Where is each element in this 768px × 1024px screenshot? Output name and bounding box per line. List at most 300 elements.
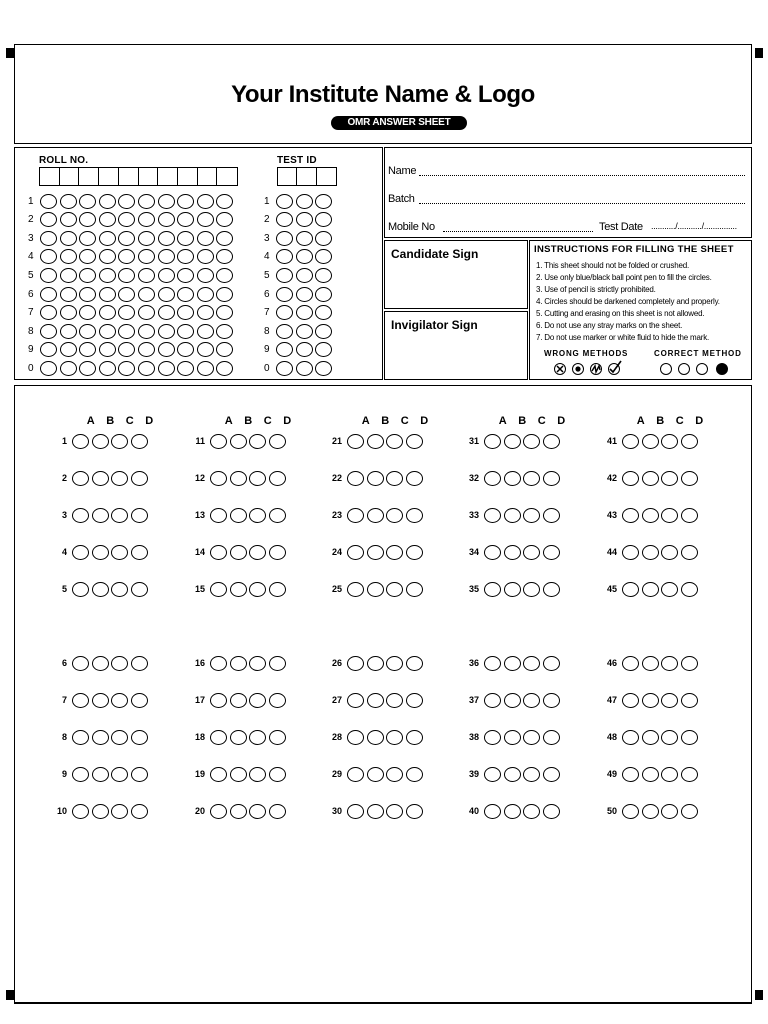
roll-no-digit-bubble[interactable] — [138, 268, 155, 283]
roll-no-digit-bubble[interactable] — [197, 305, 214, 320]
answer-bubble[interactable] — [622, 804, 639, 819]
answer-bubble[interactable] — [386, 804, 403, 819]
answer-bubble[interactable] — [681, 767, 698, 782]
roll-no-digit-bubble[interactable] — [99, 342, 116, 357]
test-id-digit-bubble[interactable] — [315, 305, 332, 320]
test-id-digit-bubble[interactable] — [276, 342, 293, 357]
name-field-line[interactable] — [419, 175, 745, 176]
answer-bubble[interactable] — [642, 767, 659, 782]
answer-bubble[interactable] — [249, 434, 266, 449]
answer-bubble[interactable] — [131, 434, 148, 449]
roll-no-digit-bubble[interactable] — [40, 361, 57, 376]
answer-bubble[interactable] — [111, 730, 128, 745]
answer-bubble[interactable] — [230, 471, 247, 486]
roll-no-digit-bubble[interactable] — [118, 361, 135, 376]
digit-write-box[interactable] — [297, 168, 316, 185]
roll-no-digit-bubble[interactable] — [79, 268, 96, 283]
answer-bubble[interactable] — [661, 730, 678, 745]
test-id-digit-bubble[interactable] — [296, 361, 313, 376]
answer-bubble[interactable] — [230, 730, 247, 745]
digit-write-box[interactable] — [178, 168, 198, 185]
roll-no-digit-bubble[interactable] — [158, 305, 175, 320]
answer-bubble[interactable] — [484, 471, 501, 486]
roll-no-digit-bubble[interactable] — [177, 342, 194, 357]
answer-bubble[interactable] — [622, 582, 639, 597]
roll-no-digit-bubble[interactable] — [138, 342, 155, 357]
test-id-digit-bubble[interactable] — [296, 194, 313, 209]
digit-write-box[interactable] — [99, 168, 119, 185]
answer-bubble[interactable] — [681, 508, 698, 523]
test-id-digit-bubble[interactable] — [315, 231, 332, 246]
answer-bubble[interactable] — [543, 767, 560, 782]
roll-no-digit-bubble[interactable] — [40, 231, 57, 246]
answer-bubble[interactable] — [367, 656, 384, 671]
roll-no-digit-bubble[interactable] — [216, 249, 233, 264]
answer-bubble[interactable] — [661, 582, 678, 597]
roll-no-digit-bubble[interactable] — [177, 194, 194, 209]
test-id-digit-bubble[interactable] — [296, 249, 313, 264]
digit-write-box[interactable] — [158, 168, 178, 185]
answer-bubble[interactable] — [642, 656, 659, 671]
test-id-digit-bubble[interactable] — [276, 287, 293, 302]
roll-no-digit-bubble[interactable] — [60, 212, 77, 227]
answer-bubble[interactable] — [504, 656, 521, 671]
answer-bubble[interactable] — [210, 434, 227, 449]
roll-no-digit-bubble[interactable] — [99, 231, 116, 246]
answer-bubble[interactable] — [661, 693, 678, 708]
answer-bubble[interactable] — [661, 545, 678, 560]
roll-no-digit-bubble[interactable] — [60, 231, 77, 246]
roll-no-digit-bubble[interactable] — [216, 194, 233, 209]
answer-bubble[interactable] — [406, 471, 423, 486]
roll-no-digit-bubble[interactable] — [216, 361, 233, 376]
answer-bubble[interactable] — [92, 434, 109, 449]
test-id-digit-bubble[interactable] — [276, 194, 293, 209]
roll-no-digit-bubble[interactable] — [216, 342, 233, 357]
roll-no-digit-bubble[interactable] — [60, 268, 77, 283]
answer-bubble[interactable] — [406, 545, 423, 560]
test-id-digit-bubble[interactable] — [276, 361, 293, 376]
test-id-digit-bubble[interactable] — [296, 268, 313, 283]
answer-bubble[interactable] — [72, 545, 89, 560]
answer-bubble[interactable] — [210, 471, 227, 486]
roll-no-digit-bubble[interactable] — [197, 361, 214, 376]
roll-no-digit-bubble[interactable] — [177, 249, 194, 264]
answer-bubble[interactable] — [523, 545, 540, 560]
candidate-sign-box[interactable] — [384, 240, 528, 309]
test-id-digit-bubble[interactable] — [296, 324, 313, 339]
answer-bubble[interactable] — [543, 508, 560, 523]
roll-no-digit-bubble[interactable] — [99, 212, 116, 227]
answer-bubble[interactable] — [249, 582, 266, 597]
digit-write-box[interactable] — [60, 168, 80, 185]
answer-bubble[interactable] — [111, 582, 128, 597]
answer-bubble[interactable] — [230, 656, 247, 671]
roll-no-digit-bubble[interactable] — [197, 342, 214, 357]
answer-bubble[interactable] — [484, 434, 501, 449]
roll-no-digit-bubble[interactable] — [158, 342, 175, 357]
answer-bubble[interactable] — [406, 508, 423, 523]
answer-bubble[interactable] — [249, 656, 266, 671]
answer-bubble[interactable] — [622, 471, 639, 486]
answer-bubble[interactable] — [111, 471, 128, 486]
roll-no-digit-bubble[interactable] — [177, 287, 194, 302]
batch-field-line[interactable] — [419, 203, 745, 204]
roll-no-digit-bubble[interactable] — [177, 361, 194, 376]
answer-bubble[interactable] — [523, 434, 540, 449]
answer-bubble[interactable] — [661, 804, 678, 819]
answer-bubble[interactable] — [523, 471, 540, 486]
roll-no-digit-bubble[interactable] — [79, 212, 96, 227]
answer-bubble[interactable] — [523, 582, 540, 597]
test-id-digit-bubble[interactable] — [315, 287, 332, 302]
roll-no-digit-bubble[interactable] — [158, 231, 175, 246]
digit-write-box[interactable] — [198, 168, 218, 185]
test-id-digit-bubble[interactable] — [276, 324, 293, 339]
roll-no-digit-bubble[interactable] — [79, 324, 96, 339]
roll-no-digit-bubble[interactable] — [118, 305, 135, 320]
answer-bubble[interactable] — [681, 730, 698, 745]
roll-no-digit-bubble[interactable] — [216, 231, 233, 246]
answer-bubble[interactable] — [367, 693, 384, 708]
answer-bubble[interactable] — [523, 693, 540, 708]
answer-bubble[interactable] — [681, 693, 698, 708]
answer-bubble[interactable] — [681, 471, 698, 486]
answer-bubble[interactable] — [681, 804, 698, 819]
answer-bubble[interactable] — [210, 582, 227, 597]
answer-bubble[interactable] — [347, 730, 364, 745]
answer-bubble[interactable] — [72, 804, 89, 819]
answer-bubble[interactable] — [543, 804, 560, 819]
roll-no-digit-bubble[interactable] — [197, 268, 214, 283]
roll-no-digit-bubble[interactable] — [60, 194, 77, 209]
answer-bubble[interactable] — [642, 804, 659, 819]
roll-no-digit-bubble[interactable] — [79, 287, 96, 302]
answer-bubble[interactable] — [230, 434, 247, 449]
answer-bubble[interactable] — [210, 730, 227, 745]
answer-bubble[interactable] — [92, 767, 109, 782]
roll-no-digit-bubble[interactable] — [60, 287, 77, 302]
answer-bubble[interactable] — [484, 545, 501, 560]
test-id-digit-bubble[interactable] — [315, 194, 332, 209]
roll-no-digit-bubble[interactable] — [60, 342, 77, 357]
answer-bubble[interactable] — [622, 545, 639, 560]
roll-no-digit-bubble[interactable] — [40, 249, 57, 264]
roll-no-digit-bubble[interactable] — [216, 305, 233, 320]
answer-bubble[interactable] — [72, 730, 89, 745]
answer-bubble[interactable] — [230, 545, 247, 560]
answer-bubble[interactable] — [111, 545, 128, 560]
answer-bubble[interactable] — [111, 693, 128, 708]
answer-bubble[interactable] — [504, 508, 521, 523]
answer-bubble[interactable] — [543, 434, 560, 449]
digit-write-box[interactable] — [119, 168, 139, 185]
mobile-field-line[interactable] — [443, 231, 593, 232]
roll-no-digit-bubble[interactable] — [197, 212, 214, 227]
answer-bubble[interactable] — [622, 656, 639, 671]
answer-bubble[interactable] — [269, 804, 286, 819]
answer-bubble[interactable] — [386, 582, 403, 597]
answer-bubble[interactable] — [543, 656, 560, 671]
answer-bubble[interactable] — [504, 804, 521, 819]
answer-bubble[interactable] — [210, 767, 227, 782]
roll-no-digit-bubble[interactable] — [118, 324, 135, 339]
roll-no-digit-bubble[interactable] — [99, 361, 116, 376]
answer-bubble[interactable] — [269, 582, 286, 597]
roll-no-digit-bubble[interactable] — [138, 305, 155, 320]
answer-bubble[interactable] — [367, 434, 384, 449]
roll-no-digit-bubble[interactable] — [118, 287, 135, 302]
answer-bubble[interactable] — [249, 508, 266, 523]
answer-bubble[interactable] — [681, 582, 698, 597]
answer-bubble[interactable] — [131, 582, 148, 597]
roll-no-digit-bubble[interactable] — [197, 249, 214, 264]
answer-bubble[interactable] — [92, 730, 109, 745]
test-id-digit-bubble[interactable] — [315, 342, 332, 357]
test-id-digit-bubble[interactable] — [296, 231, 313, 246]
answer-bubble[interactable] — [386, 508, 403, 523]
answer-bubble[interactable] — [681, 434, 698, 449]
answer-bubble[interactable] — [543, 730, 560, 745]
digit-write-box[interactable] — [139, 168, 159, 185]
answer-bubble[interactable] — [661, 508, 678, 523]
roll-no-digit-bubble[interactable] — [99, 194, 116, 209]
answer-bubble[interactable] — [347, 508, 364, 523]
answer-bubble[interactable] — [230, 804, 247, 819]
digit-write-box[interactable] — [40, 168, 60, 185]
roll-no-digit-bubble[interactable] — [118, 212, 135, 227]
answer-bubble[interactable] — [131, 767, 148, 782]
answer-bubble[interactable] — [92, 693, 109, 708]
roll-no-digit-bubble[interactable] — [197, 231, 214, 246]
answer-bubble[interactable] — [484, 804, 501, 819]
test-id-write-boxes[interactable] — [277, 167, 337, 186]
answer-bubble[interactable] — [347, 767, 364, 782]
answer-bubble[interactable] — [681, 656, 698, 671]
roll-no-digit-bubble[interactable] — [118, 268, 135, 283]
answer-bubble[interactable] — [92, 508, 109, 523]
answer-bubble[interactable] — [386, 656, 403, 671]
answer-bubble[interactable] — [269, 434, 286, 449]
answer-bubble[interactable] — [269, 656, 286, 671]
answer-bubble[interactable] — [386, 767, 403, 782]
roll-no-digit-bubble[interactable] — [138, 194, 155, 209]
answer-bubble[interactable] — [249, 730, 266, 745]
answer-bubble[interactable] — [111, 656, 128, 671]
answer-bubble[interactable] — [622, 730, 639, 745]
roll-no-digit-bubble[interactable] — [177, 212, 194, 227]
answer-bubble[interactable] — [484, 582, 501, 597]
roll-no-digit-bubble[interactable] — [118, 231, 135, 246]
roll-no-digit-bubble[interactable] — [216, 324, 233, 339]
answer-bubble[interactable] — [92, 471, 109, 486]
roll-no-digit-bubble[interactable] — [40, 342, 57, 357]
roll-no-digit-bubble[interactable] — [99, 287, 116, 302]
answer-bubble[interactable] — [92, 804, 109, 819]
test-id-digit-bubble[interactable] — [276, 212, 293, 227]
test-id-digit-bubble[interactable] — [315, 249, 332, 264]
answer-bubble[interactable] — [661, 471, 678, 486]
invigilator-sign-box[interactable] — [384, 311, 528, 380]
answer-bubble[interactable] — [543, 471, 560, 486]
roll-no-digit-bubble[interactable] — [177, 324, 194, 339]
roll-no-digit-bubble[interactable] — [60, 361, 77, 376]
answer-bubble[interactable] — [484, 730, 501, 745]
roll-no-digit-bubble[interactable] — [177, 231, 194, 246]
answer-bubble[interactable] — [111, 434, 128, 449]
answer-bubble[interactable] — [642, 693, 659, 708]
answer-bubble[interactable] — [386, 434, 403, 449]
answer-bubble[interactable] — [484, 767, 501, 782]
test-id-digit-bubble[interactable] — [296, 212, 313, 227]
answer-bubble[interactable] — [386, 545, 403, 560]
test-id-digit-bubble[interactable] — [315, 361, 332, 376]
answer-bubble[interactable] — [249, 545, 266, 560]
roll-no-digit-bubble[interactable] — [99, 249, 116, 264]
answer-bubble[interactable] — [230, 582, 247, 597]
answer-bubble[interactable] — [131, 804, 148, 819]
roll-no-digit-bubble[interactable] — [40, 268, 57, 283]
roll-no-digit-bubble[interactable] — [158, 287, 175, 302]
answer-bubble[interactable] — [131, 693, 148, 708]
answer-bubble[interactable] — [504, 582, 521, 597]
roll-no-digit-bubble[interactable] — [79, 361, 96, 376]
roll-no-digit-bubble[interactable] — [118, 249, 135, 264]
answer-bubble[interactable] — [642, 730, 659, 745]
test-id-digit-bubble[interactable] — [315, 268, 332, 283]
test-id-digit-bubble[interactable] — [276, 249, 293, 264]
roll-no-digit-bubble[interactable] — [40, 287, 57, 302]
answer-bubble[interactable] — [72, 582, 89, 597]
roll-no-digit-bubble[interactable] — [79, 305, 96, 320]
roll-no-digit-bubble[interactable] — [118, 342, 135, 357]
answer-bubble[interactable] — [661, 656, 678, 671]
answer-bubble[interactable] — [269, 693, 286, 708]
roll-no-digit-bubble[interactable] — [79, 342, 96, 357]
answer-bubble[interactable] — [347, 582, 364, 597]
answer-bubble[interactable] — [347, 693, 364, 708]
roll-no-digit-bubble[interactable] — [197, 194, 214, 209]
roll-no-digit-bubble[interactable] — [99, 324, 116, 339]
test-id-digit-bubble[interactable] — [276, 305, 293, 320]
answer-bubble[interactable] — [269, 545, 286, 560]
roll-no-digit-bubble[interactable] — [216, 287, 233, 302]
answer-bubble[interactable] — [92, 582, 109, 597]
answer-bubble[interactable] — [92, 656, 109, 671]
answer-bubble[interactable] — [406, 582, 423, 597]
roll-no-digit-bubble[interactable] — [138, 231, 155, 246]
answer-bubble[interactable] — [347, 434, 364, 449]
roll-no-digit-bubble[interactable] — [118, 194, 135, 209]
digit-write-box[interactable] — [278, 168, 297, 185]
answer-bubble[interactable] — [642, 508, 659, 523]
answer-bubble[interactable] — [642, 582, 659, 597]
answer-bubble[interactable] — [131, 545, 148, 560]
test-date-line[interactable]: .........../.........../............... — [651, 221, 737, 231]
answer-bubble[interactable] — [523, 508, 540, 523]
answer-bubble[interactable] — [210, 508, 227, 523]
answer-bubble[interactable] — [406, 730, 423, 745]
answer-bubble[interactable] — [230, 508, 247, 523]
roll-no-digit-bubble[interactable] — [99, 268, 116, 283]
answer-bubble[interactable] — [504, 545, 521, 560]
answer-bubble[interactable] — [661, 767, 678, 782]
answer-bubble[interactable] — [72, 508, 89, 523]
answer-bubble[interactable] — [484, 656, 501, 671]
roll-no-digit-bubble[interactable] — [138, 324, 155, 339]
answer-bubble[interactable] — [386, 693, 403, 708]
answer-bubble[interactable] — [622, 693, 639, 708]
roll-no-digit-bubble[interactable] — [158, 212, 175, 227]
answer-bubble[interactable] — [681, 545, 698, 560]
answer-bubble[interactable] — [406, 767, 423, 782]
answer-bubble[interactable] — [230, 693, 247, 708]
answer-bubble[interactable] — [269, 767, 286, 782]
answer-bubble[interactable] — [523, 730, 540, 745]
test-id-digit-bubble[interactable] — [315, 212, 332, 227]
roll-no-digit-bubble[interactable] — [138, 249, 155, 264]
answer-bubble[interactable] — [543, 582, 560, 597]
roll-no-digit-bubble[interactable] — [158, 194, 175, 209]
answer-bubble[interactable] — [504, 730, 521, 745]
answer-bubble[interactable] — [367, 471, 384, 486]
answer-bubble[interactable] — [269, 471, 286, 486]
roll-no-digit-bubble[interactable] — [197, 324, 214, 339]
answer-bubble[interactable] — [131, 730, 148, 745]
answer-bubble[interactable] — [131, 656, 148, 671]
roll-no-digit-bubble[interactable] — [40, 194, 57, 209]
answer-bubble[interactable] — [347, 545, 364, 560]
roll-no-digit-bubble[interactable] — [216, 212, 233, 227]
answer-bubble[interactable] — [406, 804, 423, 819]
answer-bubble[interactable] — [210, 804, 227, 819]
roll-no-digit-bubble[interactable] — [158, 324, 175, 339]
answer-bubble[interactable] — [249, 693, 266, 708]
answer-bubble[interactable] — [72, 656, 89, 671]
answer-bubble[interactable] — [406, 693, 423, 708]
answer-bubble[interactable] — [269, 508, 286, 523]
roll-no-digit-bubble[interactable] — [40, 305, 57, 320]
test-id-digit-bubble[interactable] — [296, 305, 313, 320]
answer-bubble[interactable] — [367, 582, 384, 597]
answer-bubble[interactable] — [386, 471, 403, 486]
digit-write-box[interactable] — [217, 168, 237, 185]
test-id-digit-bubble[interactable] — [276, 268, 293, 283]
answer-bubble[interactable] — [72, 471, 89, 486]
answer-bubble[interactable] — [249, 767, 266, 782]
answer-bubble[interactable] — [386, 730, 403, 745]
answer-bubble[interactable] — [504, 471, 521, 486]
answer-bubble[interactable] — [504, 767, 521, 782]
answer-bubble[interactable] — [72, 693, 89, 708]
answer-bubble[interactable] — [249, 804, 266, 819]
answer-bubble[interactable] — [484, 508, 501, 523]
roll-no-digit-bubble[interactable] — [158, 361, 175, 376]
roll-no-digit-bubble[interactable] — [60, 305, 77, 320]
roll-no-digit-bubble[interactable] — [79, 231, 96, 246]
answer-bubble[interactable] — [523, 767, 540, 782]
roll-no-digit-bubble[interactable] — [60, 324, 77, 339]
answer-bubble[interactable] — [210, 656, 227, 671]
test-id-digit-bubble[interactable] — [276, 231, 293, 246]
answer-bubble[interactable] — [504, 434, 521, 449]
roll-no-digit-bubble[interactable] — [79, 249, 96, 264]
answer-bubble[interactable] — [367, 730, 384, 745]
roll-no-digit-bubble[interactable] — [138, 287, 155, 302]
answer-bubble[interactable] — [210, 693, 227, 708]
answer-bubble[interactable] — [131, 471, 148, 486]
answer-bubble[interactable] — [367, 804, 384, 819]
